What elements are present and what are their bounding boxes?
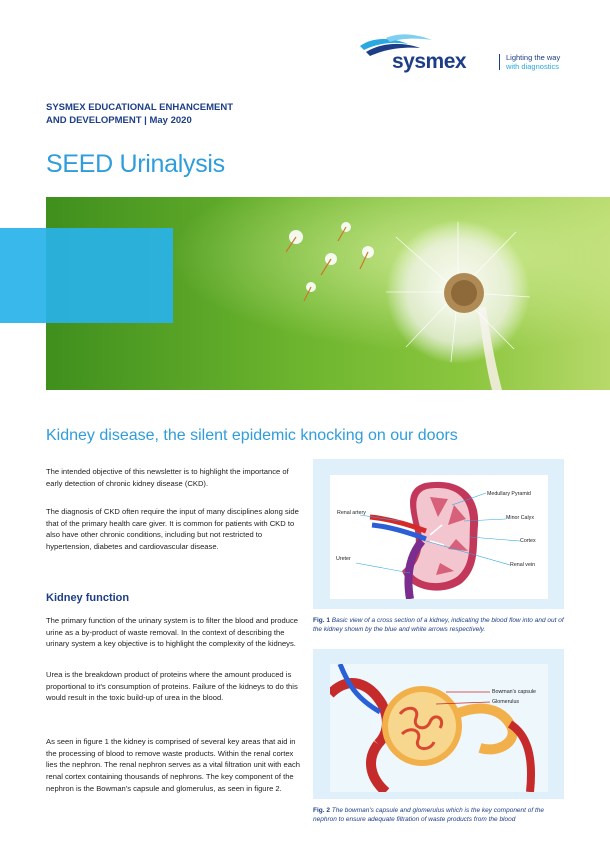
brand-name: sysmex [392,50,467,73]
label-ureter: Ureter [336,556,351,562]
tagline-line-2: with diagnostics [506,62,559,71]
hero-accent-block [0,228,173,323]
glomerulus-diagram [330,664,548,792]
figure-1-caption [313,616,565,634]
org-line-1: SYSMEX EDUCATIONAL ENHANCEMENT [46,102,234,113]
label-minor-calyx: Minor Calyx [506,515,534,521]
label-bowmans-capsule: Bowman's capsule [492,689,536,695]
org-heading [46,101,233,127]
kidney-function-heading: Kidney function [46,592,130,604]
label-cortex: Cortex [520,538,536,544]
section-subtitle: Kidney disease, the silent epidemic knocking on our doors [46,427,458,444]
nephron-paragraph: As seen in figure 1 the kidney is comprised of several key areas that aid in the processing of blood to remove waste products. Within the renal cortex lies the nephron. The renal nephron serves as a vital filtration unit with each renal cortex containing thousands of nephrons. The key component of the nephron is the Bowman's capsule and glomerulus, as seen in figure 2. [46,737,300,793]
brand-divider [499,54,500,70]
label-glomerulus: Glomerulus [492,699,520,705]
urea-paragraph: Urea is the breakdown product of proteins where the amount produced is proportional to it's consumption of proteins. Failure of the kidneys to do this would result in the toxic build-up of urea in the blood. [46,670,298,703]
figure-2-caption-label: Fig. 2 [313,807,330,814]
figure-1-caption-text: Basic view of a cross section of a kidney, indicating the blood flow into and out of the kidney shown by the blue and white arrows respectively. [313,617,564,633]
label-renal-vein: Renal vein [510,562,536,568]
brand-tagline [506,53,560,71]
function-paragraph: The primary function of the urinary system is to filter the blood and produce urine as a by-product of waste removal. In the context of describing the urinary system a key objective is to highlight the complexity of the kidneys. [46,616,298,649]
org-line-2: AND DEVELOPMENT | May 2020 [46,115,192,126]
figure-2-caption [313,806,565,824]
intro-paragraph: The intended objective of this newsletter is to highlight the importance of early detection of chronic kidney disease (CKD). [46,467,289,488]
label-renal-artery: Renal artery [337,510,366,516]
page-title: SEED Urinalysis [46,150,225,178]
diagnosis-paragraph: The diagnosis of CKD often require the input of many disciplines along side that of the primary health care giver. It is common for patients with CKD to also have other chronic conditions, including but not restricted to hypertension, diabetes and cardiovascular disease. [46,507,299,552]
tagline-line-1: Lighting the way [506,53,561,62]
figure-2-caption-text: The bowman's capsule and glomerulus which is the key component of the nephron to ensure adequate filtration of waste products from the blood [313,807,545,823]
label-medullary-pyramid: Medullary Pyramid [487,491,531,497]
figure-1-caption-label: Fig. 1 [313,617,330,624]
